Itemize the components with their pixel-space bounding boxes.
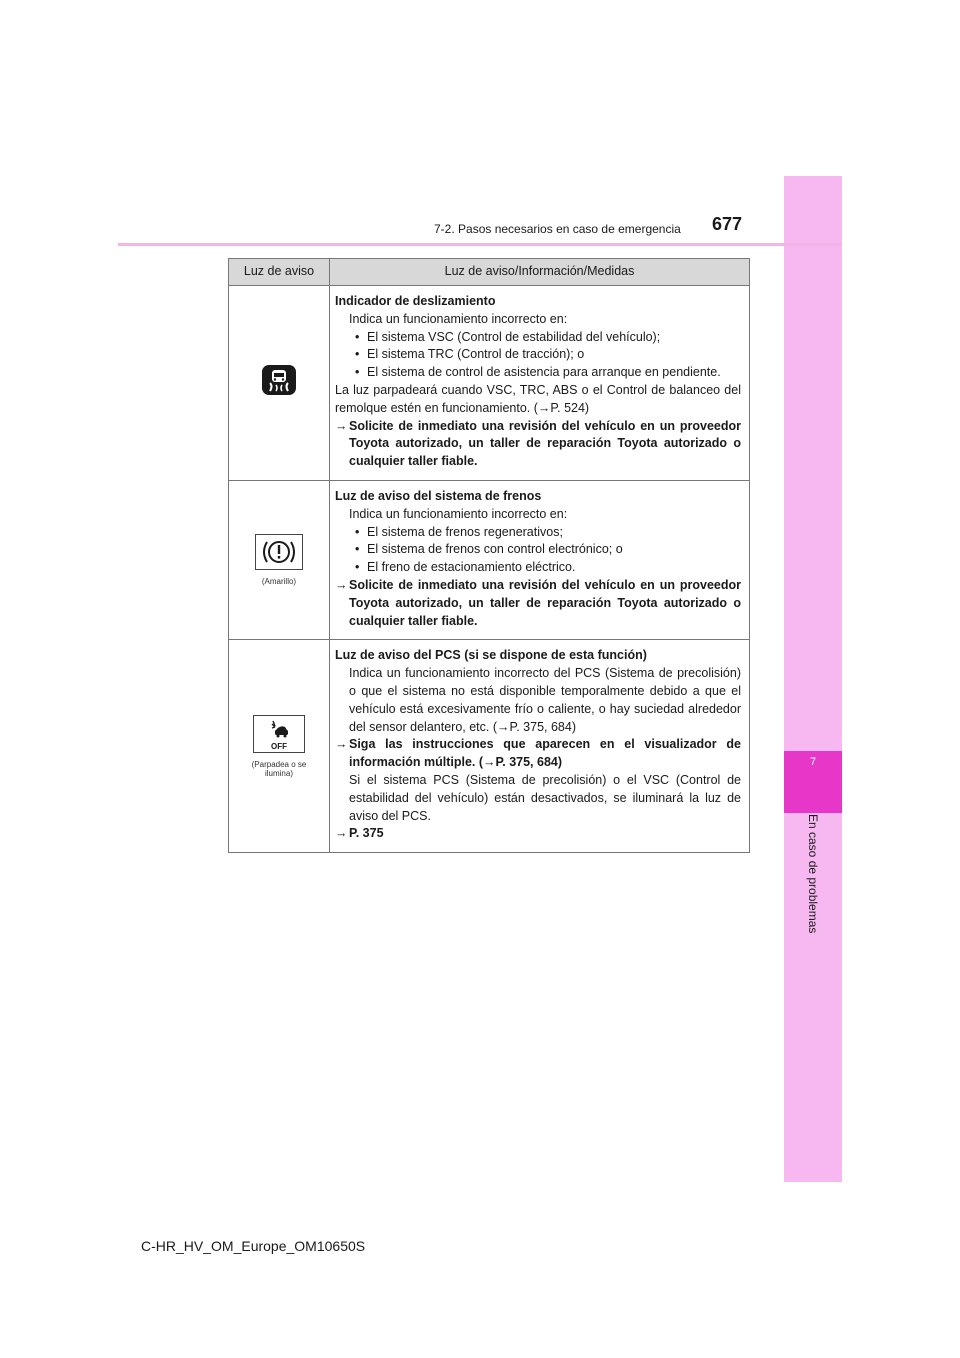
pcs-off-label: OFF	[271, 741, 287, 751]
list-item: • El sistema VSC (Control de estabilidad del vehículo);	[355, 329, 661, 344]
warning-light-table	[228, 258, 750, 853]
row-intro: Indica un funcionamiento incorrecto en:	[349, 311, 568, 326]
info-cell	[330, 480, 750, 639]
row-title: Indicador de deslizamiento	[335, 294, 496, 308]
icon-cell	[229, 480, 330, 639]
icon-caption: (Parpadea o se ilumina)	[251, 759, 307, 778]
icon-cell	[229, 286, 330, 481]
row-title: Luz de aviso del PCS (si se dispone de esta función)	[335, 648, 647, 663]
chapter-title: En caso de problemas	[806, 814, 820, 934]
row-intro: Indica un funcionamiento incorrecto en:	[349, 506, 568, 521]
header-rule	[118, 243, 842, 246]
row-action: → Solicite de inmediato una revisión del vehículo en un proveedor Toyota autorizado, un taller de reparación Toyota autorizado o cualquier taller fiable.	[335, 418, 741, 469]
table-row	[229, 480, 750, 639]
row-action: → Siga las instrucciones que aparecen en el visualizador de información múltiple. (→P. 375, 684)	[335, 737, 741, 770]
document-code: C-HR_HV_OM_Europe_OM10650S	[141, 1238, 366, 1254]
list-item: • El sistema de frenos con control electrónico; o	[355, 542, 623, 557]
row-intro: Indica un funcionamiento incorrecto del PCS (Sistema de precolisión) o que el sistema no está disponible temporalmente debido a que el vehículo está excesivamente frío o caliente, o hay suciedad alrededor del sensor delantero, etc. (→P. 375, 684)	[349, 666, 741, 734]
col-header-info: Luz de aviso/Información/Medidas	[330, 259, 750, 286]
table-row	[229, 640, 750, 853]
chapter-side-tab	[784, 176, 842, 1182]
row-title: Luz de aviso del sistema de frenos	[335, 488, 542, 503]
row-note: Si el sistema PCS (Sistema de precolisión) o el VSC (Control de estabilidad del vehículo) están desactivados, se iluminará la luz de aviso del PCS.	[349, 772, 741, 823]
icon-cell	[229, 640, 330, 853]
row-note: La luz parpadeará cuando VSC, TRC, ABS o el Control de balanceo del remolque estén en funcionamiento. (→P. 524)	[335, 382, 741, 415]
slip-indicator-icon	[260, 364, 298, 398]
section-title: 7-2. Pasos necesarios en caso de emergencia	[434, 222, 681, 236]
list-item: • El sistema de control de asistencia para arranque en pendiente.	[355, 365, 721, 380]
list-item: • El sistema de frenos regenerativos;	[355, 524, 563, 539]
icon-caption: (Amarillo)	[261, 577, 297, 587]
table-row	[229, 286, 750, 481]
info-cell	[330, 640, 750, 853]
pcs-off-warning-icon	[253, 715, 305, 753]
brake-system-warning-icon	[255, 534, 303, 570]
info-cell	[330, 286, 750, 481]
col-header-light: Luz de aviso	[229, 259, 330, 286]
table-header-row	[229, 259, 750, 286]
page-number: 677	[712, 214, 743, 234]
row-action: → Solicite de inmediato una revisión del vehículo en un proveedor Toyota autorizado, un taller de reparación Toyota autorizado o cualquier taller fiable.	[335, 577, 741, 628]
chapter-number: 7	[809, 756, 817, 768]
list-item: • El sistema TRC (Control de tracción); o	[355, 347, 585, 362]
list-item: • El freno de estacionamiento eléctrico.	[355, 560, 576, 575]
row-ref: → P. 375	[335, 826, 384, 841]
